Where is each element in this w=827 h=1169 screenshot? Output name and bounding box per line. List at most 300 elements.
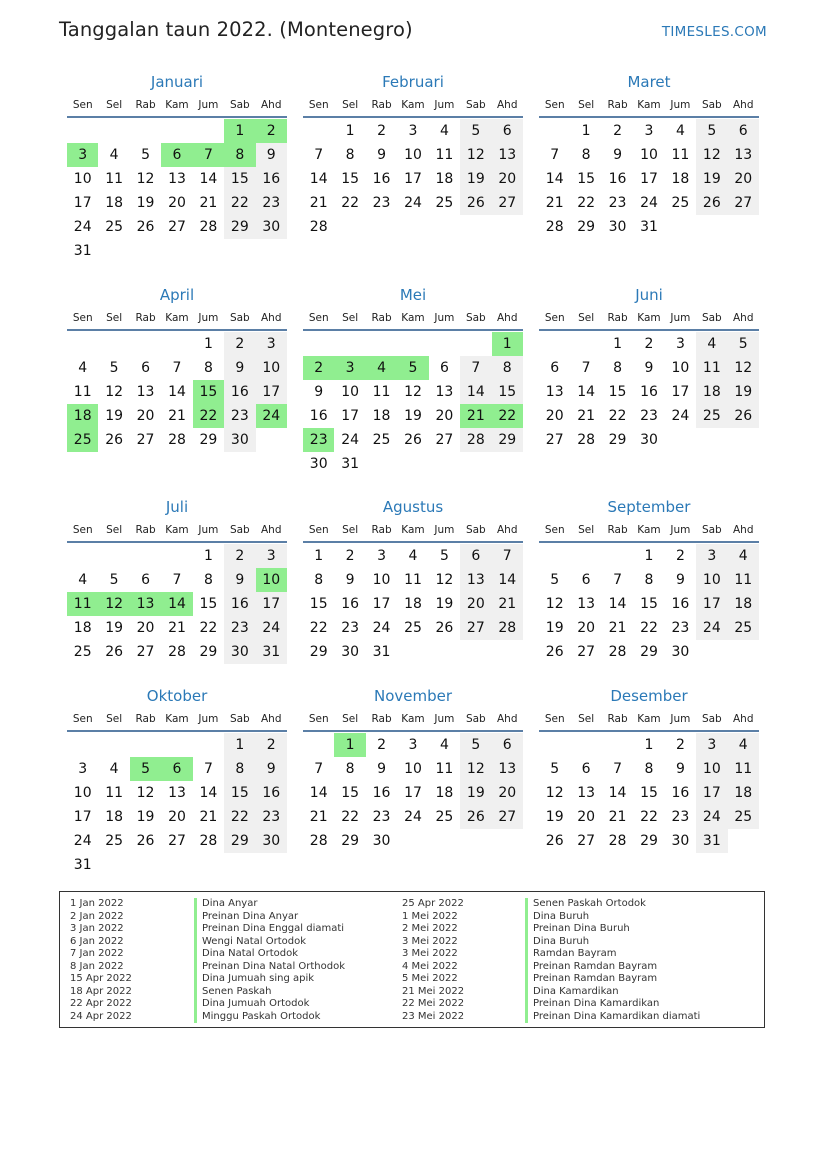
holiday-date: 2 Jan 2022	[70, 910, 124, 922]
empty-day	[728, 428, 759, 452]
day-cell: 27	[577, 833, 596, 849]
weekday-label: Rab	[607, 524, 628, 536]
day-cell: 6	[439, 360, 449, 376]
holiday-name: Preinan Dina Buruh	[533, 923, 630, 934]
week-row	[539, 215, 759, 239]
week-row	[539, 757, 759, 781]
day-cell: 2	[345, 548, 355, 564]
empty-day	[460, 640, 491, 664]
weekday-label: Rab	[371, 312, 392, 324]
weekday-label: Rab	[371, 99, 392, 111]
day-cell: 28	[309, 833, 328, 849]
day-cell: 31	[256, 640, 287, 664]
weekday-label: Sab	[465, 312, 486, 324]
week-row	[539, 544, 759, 568]
day-cell: 17	[696, 592, 727, 616]
holiday-name: Dina Buruh	[533, 935, 590, 947]
day-cell: 26	[460, 191, 491, 215]
week-row	[303, 119, 523, 143]
day-cell: 25	[404, 620, 422, 636]
day-cell: 22	[341, 195, 360, 211]
month-januari	[67, 70, 287, 263]
week-row	[303, 380, 523, 404]
day-cell: 18	[404, 596, 422, 612]
day-cell: 30	[224, 640, 255, 664]
day-cell: 24	[404, 195, 422, 211]
day-cell: 22	[199, 620, 218, 636]
week-row	[303, 404, 523, 428]
day-cell: 19	[460, 781, 491, 805]
holiday-name: Preinan Dina Natal Orthodok	[202, 960, 346, 972]
weekday-label: Sen	[544, 312, 565, 324]
day-cell: 5	[439, 548, 449, 564]
day-cell: 8	[581, 147, 591, 163]
day-cell: 6	[492, 733, 523, 757]
weekday-label: Sen	[308, 312, 329, 324]
week-row	[67, 332, 287, 356]
day-cell: 7	[193, 143, 224, 167]
day-cell: 28	[545, 219, 564, 235]
day-cell: 19	[136, 195, 155, 211]
day-cell: 14	[608, 785, 627, 801]
day-cell: 9	[314, 384, 324, 400]
day-cell: 17	[671, 384, 690, 400]
day-cell: 23	[224, 616, 255, 640]
day-cell: 4	[366, 356, 397, 380]
month-name: Mei	[399, 286, 427, 304]
day-cell: 17	[404, 785, 422, 801]
weekday-label: Sel	[342, 99, 359, 111]
day-cell: 25	[728, 616, 759, 640]
day-cell: 6	[460, 544, 491, 568]
day-cell: 9	[644, 360, 654, 376]
week-row	[539, 167, 759, 191]
weekday-label: Sab	[229, 312, 250, 324]
weekday-label: Sab	[701, 312, 722, 324]
day-cell: 17	[696, 781, 727, 805]
weekday-label: Jum	[198, 713, 219, 725]
month-name: Juli	[165, 498, 189, 516]
holiday-name: Preinan Dina Kamardikan	[533, 998, 660, 1009]
day-cell: 30	[671, 833, 690, 849]
empty-day	[696, 640, 727, 664]
day-cell: 3	[377, 548, 387, 564]
day-cell: 15	[492, 380, 523, 404]
holiday-date: 7 Jan 2022	[70, 948, 124, 959]
day-cell: 19	[105, 620, 124, 636]
empty-day	[98, 733, 129, 757]
holiday-name: Wengi Natal Ortodok	[202, 935, 306, 947]
day-cell: 22	[608, 408, 627, 424]
empty-day	[67, 332, 98, 356]
weekday-label: Ahd	[732, 713, 754, 725]
empty-day	[67, 733, 98, 757]
day-cell: 31	[73, 243, 92, 259]
empty-day	[98, 119, 129, 143]
day-cell: 20	[492, 781, 523, 805]
day-cell: 29	[640, 644, 658, 660]
day-cell: 28	[460, 428, 491, 452]
day-cell: 7	[314, 147, 324, 163]
day-cell: 15	[341, 785, 360, 801]
day-cell: 21	[309, 195, 328, 211]
header-rule	[539, 541, 759, 543]
day-cell: 18	[372, 408, 391, 424]
day-cell: 14	[199, 171, 218, 187]
month-name: Juni	[635, 286, 663, 304]
day-cell: 24	[372, 620, 391, 636]
empty-day	[98, 544, 129, 568]
weekday-label: Rab	[607, 713, 628, 725]
header-rule	[67, 116, 287, 118]
day-cell: 9	[675, 572, 685, 588]
day-cell: 8	[644, 572, 654, 588]
month-name: Februari	[382, 73, 444, 91]
day-cell: 9	[613, 147, 623, 163]
empty-day	[334, 215, 365, 239]
day-cell: 24	[696, 616, 727, 640]
day-cell: 8	[345, 761, 355, 777]
week-row	[67, 568, 287, 592]
week-row	[303, 592, 523, 616]
month-name: April	[159, 286, 195, 304]
day-cell: 25	[435, 195, 454, 211]
holiday-name: Senen Paskah Ortodok	[533, 898, 646, 909]
week-row	[303, 616, 523, 640]
day-cell: 16	[640, 384, 658, 400]
weekday-label: Sen	[544, 713, 565, 725]
weekday-label: Jum	[434, 99, 455, 111]
day-cell: 27	[492, 191, 523, 215]
day-cell: 30	[309, 456, 328, 472]
day-cell: 25	[105, 219, 124, 235]
header-rule	[303, 329, 523, 331]
day-cell: 28	[608, 833, 627, 849]
day-cell: 21	[492, 592, 523, 616]
holiday-date: 8 Jan 2022	[70, 960, 124, 972]
weekday-label: Sen	[72, 99, 93, 111]
week-row	[539, 119, 759, 143]
day-cell: 11	[728, 568, 759, 592]
day-cell: 15	[341, 171, 360, 187]
day-cell: 30	[608, 219, 627, 235]
day-cell: 8	[644, 761, 654, 777]
day-cell: 16	[256, 781, 287, 805]
day-cell: 2	[644, 336, 654, 352]
day-cell: 23	[608, 195, 627, 211]
empty-day	[460, 829, 491, 853]
day-cell: 1	[203, 336, 213, 352]
weekday-header	[539, 307, 759, 329]
day-cell: 13	[492, 757, 523, 781]
day-cell: 21	[608, 620, 627, 636]
empty-day	[460, 215, 491, 239]
weekday-header	[67, 708, 287, 730]
weekday-label: Jum	[434, 713, 455, 725]
day-cell: 3	[675, 336, 685, 352]
holiday-date: 23 Mei 2022	[402, 1010, 465, 1022]
day-cell: 25	[728, 805, 759, 829]
holiday-date: 22 Apr 2022	[70, 998, 132, 1009]
day-cell: 22	[309, 620, 328, 636]
day-cell: 15	[640, 785, 658, 801]
holiday-dates-col-2	[402, 898, 464, 1023]
day-cell: 10	[696, 757, 727, 781]
weekday-label: Ahd	[732, 312, 754, 324]
day-cell: 12	[460, 757, 491, 781]
header-rule	[67, 730, 287, 732]
weekday-header	[539, 519, 759, 541]
day-cell: 25	[372, 432, 391, 448]
day-cell: 6	[492, 119, 523, 143]
day-cell: 27	[168, 219, 186, 235]
day-cell: 7	[550, 147, 560, 163]
weekday-header	[67, 519, 287, 541]
day-cell: 22	[640, 809, 658, 825]
day-cell: 1	[581, 123, 591, 139]
week-row	[303, 167, 523, 191]
day-cell: 5	[130, 757, 161, 781]
empty-day	[429, 215, 460, 239]
weekday-label: Jum	[670, 524, 691, 536]
day-cell: 31	[372, 644, 391, 660]
day-cell: 22	[577, 195, 596, 211]
day-cell: 16	[224, 592, 255, 616]
weekday-header	[539, 708, 759, 730]
day-cell: 1	[224, 733, 255, 757]
week-row	[67, 757, 287, 781]
week-row	[303, 733, 523, 757]
day-cell: 3	[256, 332, 287, 356]
day-cell: 28	[168, 432, 186, 448]
week-row	[67, 119, 287, 143]
day-cell: 20	[168, 809, 186, 825]
day-cell: 23	[341, 620, 360, 636]
empty-day	[303, 119, 334, 143]
day-cell: 23	[640, 408, 658, 424]
day-cell: 20	[460, 592, 491, 616]
weekday-label: Rab	[135, 312, 156, 324]
day-cell: 20	[545, 408, 564, 424]
weekday-label: Ahd	[496, 713, 518, 725]
week-row	[67, 544, 287, 568]
day-cell: 8	[613, 360, 623, 376]
weekday-label: Kam	[401, 524, 425, 536]
empty-day	[728, 829, 759, 853]
empty-day	[130, 733, 161, 757]
day-cell: 11	[105, 171, 124, 187]
day-cell: 6	[728, 119, 759, 143]
weekday-header	[67, 94, 287, 116]
weekday-label: Sel	[578, 312, 595, 324]
day-cell: 23	[256, 191, 287, 215]
month-juni	[539, 283, 759, 452]
day-cell: 24	[73, 219, 92, 235]
weekday-label: Sel	[106, 524, 123, 536]
day-cell: 18	[105, 195, 124, 211]
week-row	[67, 592, 287, 616]
empty-day	[492, 215, 523, 239]
header-rule	[303, 116, 523, 118]
day-cell: 22	[224, 805, 255, 829]
empty-day	[492, 452, 523, 476]
week-row	[539, 733, 759, 757]
day-cell: 11	[671, 147, 690, 163]
empty-day	[602, 544, 633, 568]
weekday-label: Kam	[401, 312, 425, 324]
weekday-label: Ahd	[260, 524, 282, 536]
weekday-header	[303, 94, 523, 116]
day-cell: 22	[224, 191, 255, 215]
week-row	[539, 191, 759, 215]
day-cell: 18	[435, 785, 454, 801]
week-row	[539, 568, 759, 592]
week-row	[539, 805, 759, 829]
empty-day	[67, 119, 98, 143]
day-cell: 30	[256, 215, 287, 239]
holiday-date: 22 Mei 2022	[402, 998, 465, 1009]
day-cell: 9	[675, 761, 685, 777]
month-november	[303, 684, 523, 853]
week-row	[303, 143, 523, 167]
weekday-label: Ahd	[260, 713, 282, 725]
empty-day	[397, 829, 428, 853]
day-cell: 20	[435, 408, 454, 424]
empty-day	[130, 119, 161, 143]
day-cell: 13	[545, 384, 564, 400]
empty-day	[366, 332, 397, 356]
day-cell: 7	[203, 761, 213, 777]
day-cell: 1	[345, 123, 355, 139]
weekday-label: Rab	[607, 312, 628, 324]
weekday-label: Sel	[106, 312, 123, 324]
month-maret	[539, 70, 759, 239]
day-cell: 1	[613, 336, 623, 352]
day-cell: 29	[199, 644, 218, 660]
empty-day	[665, 215, 696, 239]
empty-day	[570, 544, 601, 568]
weekday-label: Jum	[434, 524, 455, 536]
day-cell: 18	[67, 404, 98, 428]
empty-day	[539, 733, 570, 757]
day-cell: 3	[696, 733, 727, 757]
weekday-label: Ahd	[496, 524, 518, 536]
weekday-label: Sen	[544, 99, 565, 111]
day-cell: 27	[577, 644, 596, 660]
day-cell: 15	[224, 781, 255, 805]
day-cell: 10	[372, 572, 391, 588]
day-cell: 16	[309, 408, 328, 424]
day-cell: 21	[460, 404, 491, 428]
empty-day	[193, 119, 224, 143]
day-cell: 11	[404, 572, 422, 588]
weekday-label: Sel	[342, 713, 359, 725]
empty-day	[429, 829, 460, 853]
empty-day	[130, 544, 161, 568]
day-cell: 5	[696, 119, 727, 143]
day-cell: 13	[577, 785, 596, 801]
day-cell: 14	[168, 384, 186, 400]
day-cell: 7	[172, 360, 182, 376]
day-cell: 5	[728, 332, 759, 356]
weekday-label: Kam	[401, 99, 425, 111]
page-title: Tanggalan taun 2022. (Montenegro)	[59, 18, 413, 41]
day-cell: 19	[136, 809, 155, 825]
day-cell: 7	[581, 360, 591, 376]
weekday-label: Sel	[578, 713, 595, 725]
day-cell: 14	[608, 596, 627, 612]
day-cell: 24	[404, 809, 422, 825]
day-cell: 9	[377, 761, 387, 777]
day-cell: 2	[377, 123, 387, 139]
empty-day	[366, 215, 397, 239]
day-cell: 6	[141, 572, 151, 588]
day-cell: 22	[193, 404, 224, 428]
day-cell: 20	[577, 620, 596, 636]
week-row	[303, 428, 523, 452]
day-cell: 9	[256, 757, 287, 781]
day-cell: 16	[608, 171, 627, 187]
week-row	[67, 239, 287, 263]
day-cell: 14	[460, 380, 491, 404]
weekday-label: Sen	[72, 713, 93, 725]
empty-day	[98, 332, 129, 356]
empty-day	[602, 733, 633, 757]
empty-day	[696, 215, 727, 239]
day-cell: 23	[671, 620, 690, 636]
weekday-label: Ahd	[260, 99, 282, 111]
weekday-label: Kam	[165, 524, 189, 536]
day-cell: 16	[256, 167, 287, 191]
day-cell: 13	[435, 384, 454, 400]
holiday-name: Dina Buruh	[533, 910, 590, 922]
weekday-label: Sab	[701, 99, 722, 111]
day-cell: 21	[199, 195, 218, 211]
brand-link[interactable]: TIMESLES.COM	[661, 24, 767, 40]
day-cell: 10	[696, 568, 727, 592]
month-mei	[303, 283, 523, 476]
day-cell: 18	[728, 781, 759, 805]
day-cell: 3	[256, 544, 287, 568]
day-cell: 22	[492, 404, 523, 428]
day-cell: 3	[67, 143, 98, 167]
header-rule	[303, 541, 523, 543]
day-cell: 11	[105, 785, 124, 801]
day-cell: 20	[136, 620, 155, 636]
month-september	[539, 495, 759, 664]
week-row	[539, 616, 759, 640]
day-cell: 19	[105, 408, 124, 424]
week-row	[303, 757, 523, 781]
month-name: Desember	[610, 687, 688, 705]
empty-day	[130, 239, 161, 263]
holiday-date: 15 Apr 2022	[70, 973, 132, 984]
day-cell: 6	[550, 360, 560, 376]
holiday-date: 25 Apr 2022	[402, 898, 464, 909]
weekday-label: Sen	[308, 99, 329, 111]
day-cell: 23	[303, 428, 334, 452]
day-cell: 21	[168, 620, 186, 636]
empty-day	[161, 733, 192, 757]
holiday-date: 3 Mei 2022	[402, 935, 458, 947]
weekday-label: Sab	[701, 524, 722, 536]
empty-day	[397, 452, 428, 476]
week-row	[67, 404, 287, 428]
weekday-label: Rab	[371, 713, 392, 725]
day-cell: 31	[696, 829, 727, 853]
holiday-date: 1 Jan 2022	[70, 898, 124, 909]
day-cell: 5	[550, 572, 560, 588]
